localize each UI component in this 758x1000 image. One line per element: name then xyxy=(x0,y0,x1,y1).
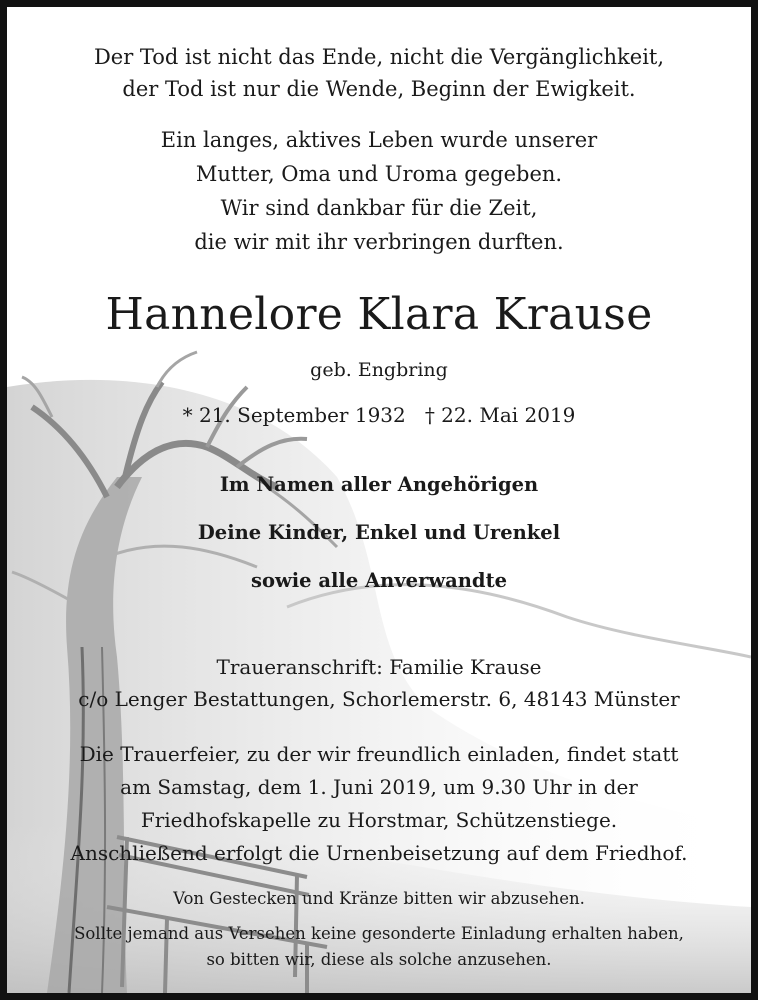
note-line: Von Gestecken und Kränze bitten wir abzusehen. xyxy=(173,889,585,908)
service-line: Die Trauerfeier, zu der wir freundlich einladen, findet statt xyxy=(79,742,679,766)
address-line: Traueranschrift: Familie Krause xyxy=(216,655,542,679)
address-line: c/o Lenger Bestattungen, Schorlemerstr. 6, 48143 Münster xyxy=(78,687,680,711)
poem-line: Mutter, Oma und Uroma gegeben. xyxy=(195,162,563,186)
poem-line: Der Tod ist nicht das Ende, nicht die Vergänglichkeit, xyxy=(93,45,665,69)
note-line: Sollte jemand aus Versehen keine gesonderte Einladung erhalten haben, xyxy=(74,924,684,943)
mourners-line: Deine Kinder, Enkel und Urenkel xyxy=(197,521,561,544)
mourners-line: Im Namen aller Angehörigen xyxy=(219,473,539,496)
poem-line: der Tod ist nur die Wende, Beginn der Ewigkeit. xyxy=(122,77,636,101)
poem-line: die wir mit ihr verbringen durften. xyxy=(194,230,564,254)
life-dates: * 21. September 1932 † 22. Mai 2019 xyxy=(182,403,576,427)
note-line: so bitten wir, diese als solche anzusehen. xyxy=(206,950,552,969)
deceased-name: Hannelore Klara Krause xyxy=(105,289,653,340)
obituary-text xyxy=(7,7,751,993)
service-line: am Samstag, dem 1. Juni 2019, um 9.30 Uhr in der xyxy=(120,775,638,799)
poem-line: Ein langes, aktives Leben wurde unserer xyxy=(160,128,598,152)
service-line: Anschließend erfolgt die Urnenbeisetzung auf dem Friedhof. xyxy=(70,841,688,865)
poem-line: Wir sind dankbar für die Zeit, xyxy=(220,196,538,220)
birth-name: geb. Engbring xyxy=(310,359,448,381)
mourners-line: sowie alle Anverwandte xyxy=(251,569,507,592)
service-line: Friedhofskapelle zu Horstmar, Schützenstiege. xyxy=(140,808,618,832)
